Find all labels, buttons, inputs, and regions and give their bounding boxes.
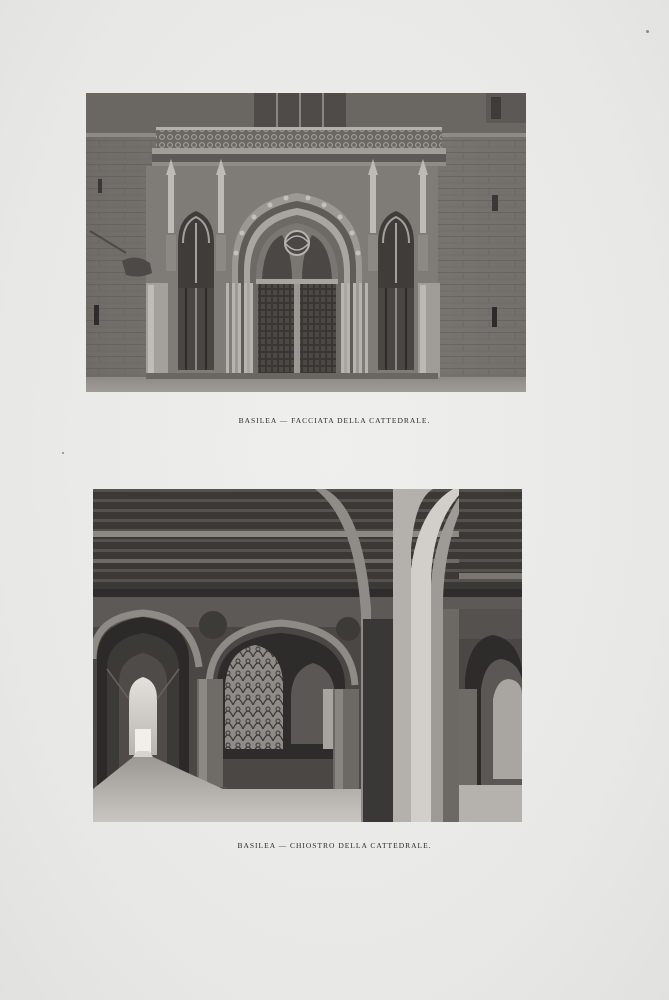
- cloister-caption: BASILEA — CHIOSTRO DELLA CATTEDRALE.: [237, 841, 432, 850]
- facade-caption: BASILEA — FACCIATA DELLA CATTEDRALE.: [238, 416, 431, 425]
- facade-photograph: [86, 93, 526, 392]
- paper-speck: [62, 452, 64, 454]
- paper-speck: [646, 30, 649, 33]
- cloister-photograph: [93, 489, 522, 822]
